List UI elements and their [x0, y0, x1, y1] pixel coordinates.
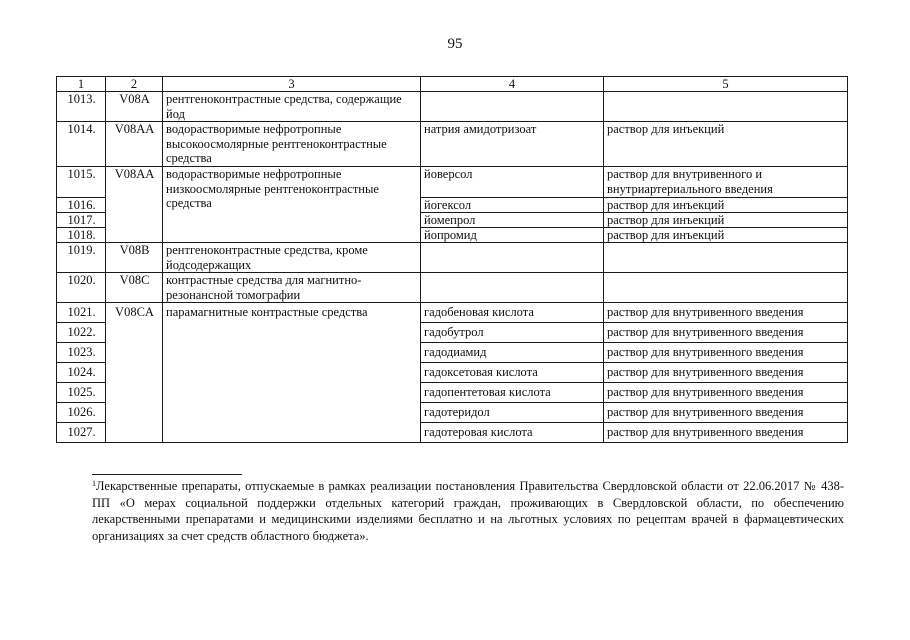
- footnote-text: Лекарственные препараты, отпускаемые в рамках реализации постановления Правительства Свердловской области от 22.06.2017 № 438-ПП «О мерах социальной поддержки отдельных категорий граждан, проживающих в Свердловской области, по обеспечению лекарственными препаратами и медицинскими изделиями бесплатно и на льготных условиях по рецептам врачей в фармацевтических организациях за счет средств областного бюджета».: [92, 479, 844, 543]
- row-number: 1014.: [57, 122, 106, 167]
- atc-code: V08AA: [106, 166, 163, 242]
- dosage-form: [604, 92, 848, 122]
- dosage-form: раствор для внутривенного и внутриартериального введения: [604, 166, 848, 197]
- drug-table: [56, 76, 848, 443]
- dosage-form: раствор для внутривенного введения: [604, 403, 848, 423]
- dosage-form: раствор для внутривенного введения: [604, 423, 848, 443]
- row-number: 1016.: [57, 197, 106, 212]
- footnote-marker: 1: [92, 479, 96, 488]
- drug-name: [421, 273, 604, 303]
- group-name: парамагнитные контрастные средства: [163, 303, 421, 443]
- page-number: 95: [447, 36, 463, 52]
- column-header-4: 4: [421, 77, 604, 92]
- row-number: 1021.: [57, 303, 106, 323]
- group-name: водорастворимые нефротропные высокоосмолярные рентгеноконтрастные средства: [163, 122, 421, 167]
- dosage-form: раствор для инъекций: [604, 122, 848, 167]
- footnote-separator: [92, 474, 242, 475]
- drug-name: гадодиамид: [421, 343, 604, 363]
- column-header-5: 5: [604, 77, 848, 92]
- row-number: 1022.: [57, 323, 106, 343]
- drug-name: [421, 242, 604, 272]
- header-row: [57, 77, 848, 92]
- row-number: 1027.: [57, 423, 106, 443]
- dosage-form: [604, 242, 848, 272]
- footnote: [92, 476, 844, 544]
- row-number: 1025.: [57, 383, 106, 403]
- table-row: [57, 273, 848, 303]
- table-row: [57, 92, 848, 122]
- row-number: 1020.: [57, 273, 106, 303]
- group-name: рентгеноконтрастные средства, содержащие йод: [163, 92, 421, 122]
- group-name: водорастворимые нефротропные низкоосмолярные рентгеноконтрастные средства: [163, 166, 421, 242]
- row-number: 1023.: [57, 343, 106, 363]
- drug-name: йогексол: [421, 197, 604, 212]
- drug-name: гадобеновая кислота: [421, 303, 604, 323]
- row-number: 1017.: [57, 212, 106, 227]
- row-number: 1026.: [57, 403, 106, 423]
- drug-name: натрия амидотризоат: [421, 122, 604, 167]
- drug-name: [421, 92, 604, 122]
- drug-name: гадобутрол: [421, 323, 604, 343]
- column-header-1: 1: [57, 77, 106, 92]
- dosage-form: раствор для инъекций: [604, 212, 848, 227]
- row-number: 1024.: [57, 363, 106, 383]
- row-number: 1019.: [57, 242, 106, 272]
- dosage-form: раствор для инъекций: [604, 197, 848, 212]
- table-row: [57, 303, 848, 323]
- drug-name: йопромид: [421, 227, 604, 242]
- atc-code: V08AA: [106, 122, 163, 167]
- drug-name: гадотеридол: [421, 403, 604, 423]
- table-row: [57, 242, 848, 272]
- dosage-form: [604, 273, 848, 303]
- row-number: 1018.: [57, 227, 106, 242]
- dosage-form: раствор для внутривенного введения: [604, 363, 848, 383]
- atc-code: V08A: [106, 92, 163, 122]
- dosage-form: раствор для внутривенного введения: [604, 303, 848, 323]
- table-row: [57, 166, 848, 197]
- row-number: 1015.: [57, 166, 106, 197]
- drug-name: йомепрол: [421, 212, 604, 227]
- atc-code: V08C: [106, 273, 163, 303]
- drug-name: гадотеровая кислота: [421, 423, 604, 443]
- group-name: контрастные средства для магнитно-резонансной томографии: [163, 273, 421, 303]
- table-row: [57, 122, 848, 167]
- dosage-form: раствор для внутривенного введения: [604, 323, 848, 343]
- atc-code: V08CA: [106, 303, 163, 443]
- group-name: рентгеноконтрастные средства, кроме йодсодержащих: [163, 242, 421, 272]
- atc-code: V08B: [106, 242, 163, 272]
- column-header-3: 3: [163, 77, 421, 92]
- dosage-form: раствор для внутривенного введения: [604, 383, 848, 403]
- drug-name: йоверсол: [421, 166, 604, 197]
- column-header-2: 2: [106, 77, 163, 92]
- row-number: 1013.: [57, 92, 106, 122]
- drug-name: гадопентетовая кислота: [421, 383, 604, 403]
- dosage-form: раствор для внутривенного введения: [604, 343, 848, 363]
- dosage-form: раствор для инъекций: [604, 227, 848, 242]
- drug-name: гадоксетовая кислота: [421, 363, 604, 383]
